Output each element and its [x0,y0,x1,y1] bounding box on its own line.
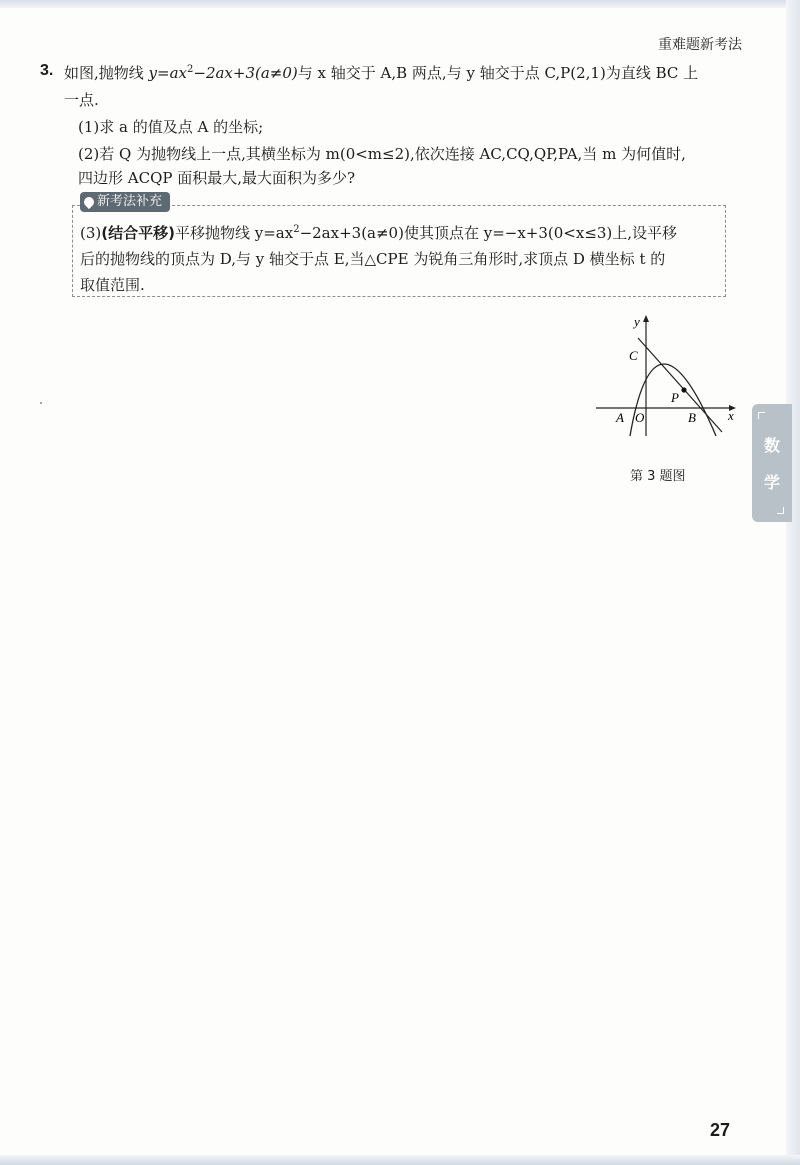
stem-function-tail: −2ax+3(a≠0) [193,64,298,82]
label-b: B [688,410,696,425]
page-bottom-edge [0,1155,800,1165]
stem-text-a: 如图,抛物线 [64,64,149,82]
stem-text-b: 与 x 轴交于 A,B 两点,与 y 轴交于点 C,P(2,1)为直线 BC 上 [297,64,699,82]
running-head: 重难题新考法 [658,37,742,53]
y-axis-arrow [643,315,649,322]
label-p: P [671,390,679,405]
subject-side-tab [752,404,792,522]
label-y: y [634,314,640,329]
point-p [681,387,686,392]
label-c: C [629,348,638,363]
part-2-line-1: (2)若 Q 为抛物线上一点,其横坐标为 m(0<m≤2),依次连接 AC,CQ,QP,PA,当 m 为何值时, [78,145,686,163]
part-3-line-1 [80,222,677,243]
tab-corner-mark [758,412,765,419]
part-2-line-2: 四边形 ACQP 面积最大,最大面积为多少? [78,169,356,187]
label-x: x [728,408,734,423]
part-3-prefix: (3) [80,224,102,242]
location-pin-icon [82,195,96,209]
tab-char-1: 数 [763,436,780,455]
figure-caption: 第 3 题图 [630,469,686,484]
tab-char-2: 学 [763,473,780,492]
line-bc [638,338,722,432]
part-3-exponent: 2 [293,224,300,235]
question-number: 3. [40,62,54,79]
part-3-line-3: 取值范围. [80,276,145,294]
problem-stem-line-1 [64,62,698,83]
supplement-badge [80,192,170,212]
page-number: 27 [709,1120,730,1140]
part-3-line-2: 后的抛物线的顶点为 D,与 y 轴交于点 E,当△CPE 为锐角三角形时,求顶点 D 横坐标 t 的 [80,250,666,268]
part-3-text-a: 平移抛物线 y=ax [174,224,294,242]
scan-speck [40,402,42,404]
supplement-badge-label: 新考法补充 [97,194,163,209]
stem-function: y=ax [148,64,187,82]
part-1: (1)求 a 的值及点 A 的坐标; [78,118,264,136]
stem-exponent: 2 [187,64,194,75]
page-top-edge [0,0,800,8]
label-a: A [616,410,624,425]
tab-corner-mark [777,507,784,514]
page-right-edge [786,0,800,1165]
label-o: O [635,410,645,425]
parabola-figure [588,308,748,458]
problem-stem-line-2: 一点. [64,91,99,109]
part-3-text-b: −2ax+3(a≠0)使其顶点在 y=−x+3(0<x≤3)上,设平移 [299,224,678,242]
part-3-tag: (结合平移) [101,224,175,242]
